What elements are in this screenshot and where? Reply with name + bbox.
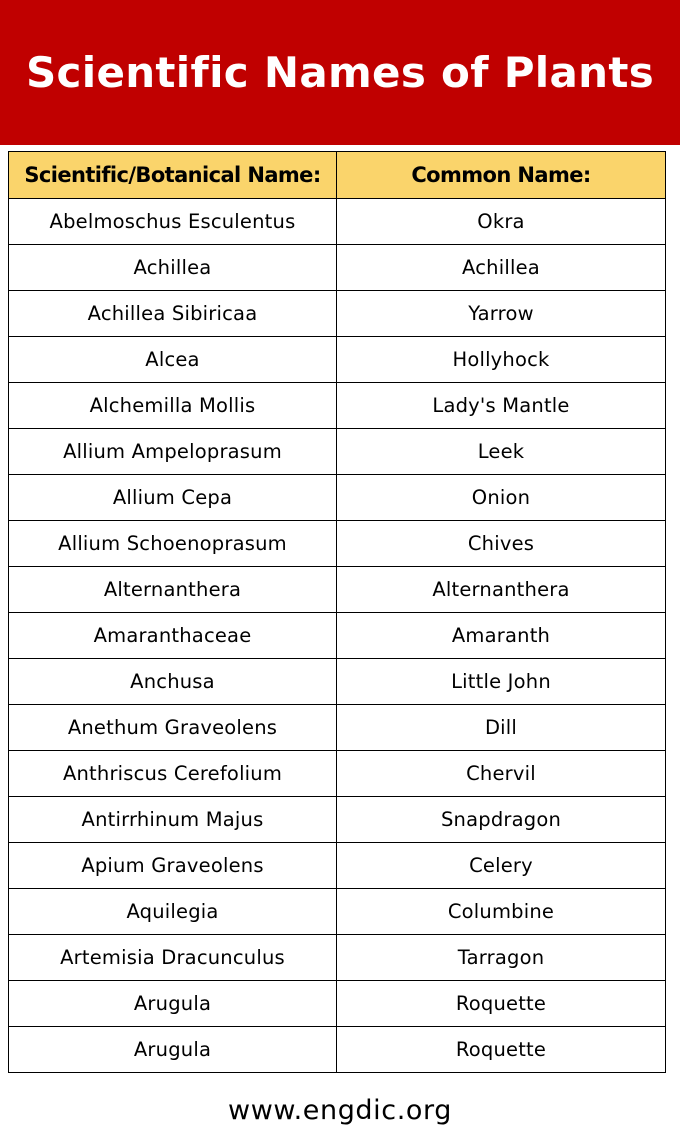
table-row	[9, 521, 666, 567]
common-name-cell: Tarragon	[337, 935, 666, 981]
common-name-cell: Roquette	[337, 981, 666, 1027]
common-name-cell: Chives	[337, 521, 666, 567]
table-row	[9, 889, 666, 935]
scientific-name-cell: Arugula	[9, 981, 337, 1027]
common-name-cell: Onion	[337, 475, 666, 521]
table-row	[9, 843, 666, 889]
column-header-common-name: Common Name:	[337, 152, 666, 199]
scientific-name-cell: Apium Graveolens	[9, 843, 337, 889]
scientific-name-cell: Aquilegia	[9, 889, 337, 935]
table-row	[9, 337, 666, 383]
common-name-cell: Amaranth	[337, 613, 666, 659]
scientific-name-cell: Antirrhinum Majus	[9, 797, 337, 843]
table-row	[9, 705, 666, 751]
common-name-cell: Leek	[337, 429, 666, 475]
scientific-name-cell: Alternanthera	[9, 567, 337, 613]
table-row	[9, 751, 666, 797]
table-row	[9, 1027, 666, 1073]
scientific-name-cell: Arugula	[9, 1027, 337, 1073]
title-banner	[0, 0, 680, 145]
site-url-footer: www.engdic.org	[228, 1094, 452, 1126]
table-row	[9, 797, 666, 843]
common-name-cell: Lady's Mantle	[337, 383, 666, 429]
scientific-name-cell: Anchusa	[9, 659, 337, 705]
common-name-cell: Roquette	[337, 1027, 666, 1073]
table-row	[9, 199, 666, 245]
scientific-name-cell: Anethum Graveolens	[9, 705, 337, 751]
plant-names-table	[8, 151, 666, 1073]
scientific-name-cell: Alcea	[9, 337, 337, 383]
common-name-cell: Columbine	[337, 889, 666, 935]
scientific-name-cell: Abelmoschus Esculentus	[9, 199, 337, 245]
column-header-scientific-name: Scientific/Botanical Name:	[9, 152, 337, 199]
table-row	[9, 383, 666, 429]
table-row	[9, 613, 666, 659]
scientific-name-cell: Allium Schoenoprasum	[9, 521, 337, 567]
common-name-cell: Celery	[337, 843, 666, 889]
table-row	[9, 245, 666, 291]
table-row	[9, 475, 666, 521]
common-name-cell: Little John	[337, 659, 666, 705]
common-name-cell: Okra	[337, 199, 666, 245]
scientific-name-cell: Artemisia Dracunculus	[9, 935, 337, 981]
table-header-row	[9, 152, 666, 199]
common-name-cell: Achillea	[337, 245, 666, 291]
scientific-name-cell: Achillea Sibiricaa	[9, 291, 337, 337]
common-name-cell: Snapdragon	[337, 797, 666, 843]
page-title: Scientific Names of Plants	[26, 47, 654, 97]
table-row	[9, 429, 666, 475]
table-row	[9, 935, 666, 981]
common-name-cell: Dill	[337, 705, 666, 751]
common-name-cell: Chervil	[337, 751, 666, 797]
scientific-name-cell: Allium Ampeloprasum	[9, 429, 337, 475]
table-body	[9, 199, 666, 1073]
table-row	[9, 659, 666, 705]
scientific-name-cell: Achillea	[9, 245, 337, 291]
scientific-name-cell: Allium Cepa	[9, 475, 337, 521]
scientific-name-cell: Anthriscus Cerefolium	[9, 751, 337, 797]
common-name-cell: Yarrow	[337, 291, 666, 337]
common-name-cell: Alternanthera	[337, 567, 666, 613]
table-row	[9, 567, 666, 613]
scientific-name-cell: Alchemilla Mollis	[9, 383, 337, 429]
scientific-name-cell: Amaranthaceae	[9, 613, 337, 659]
table-row	[9, 981, 666, 1027]
common-name-cell: Hollyhock	[337, 337, 666, 383]
table-row	[9, 291, 666, 337]
